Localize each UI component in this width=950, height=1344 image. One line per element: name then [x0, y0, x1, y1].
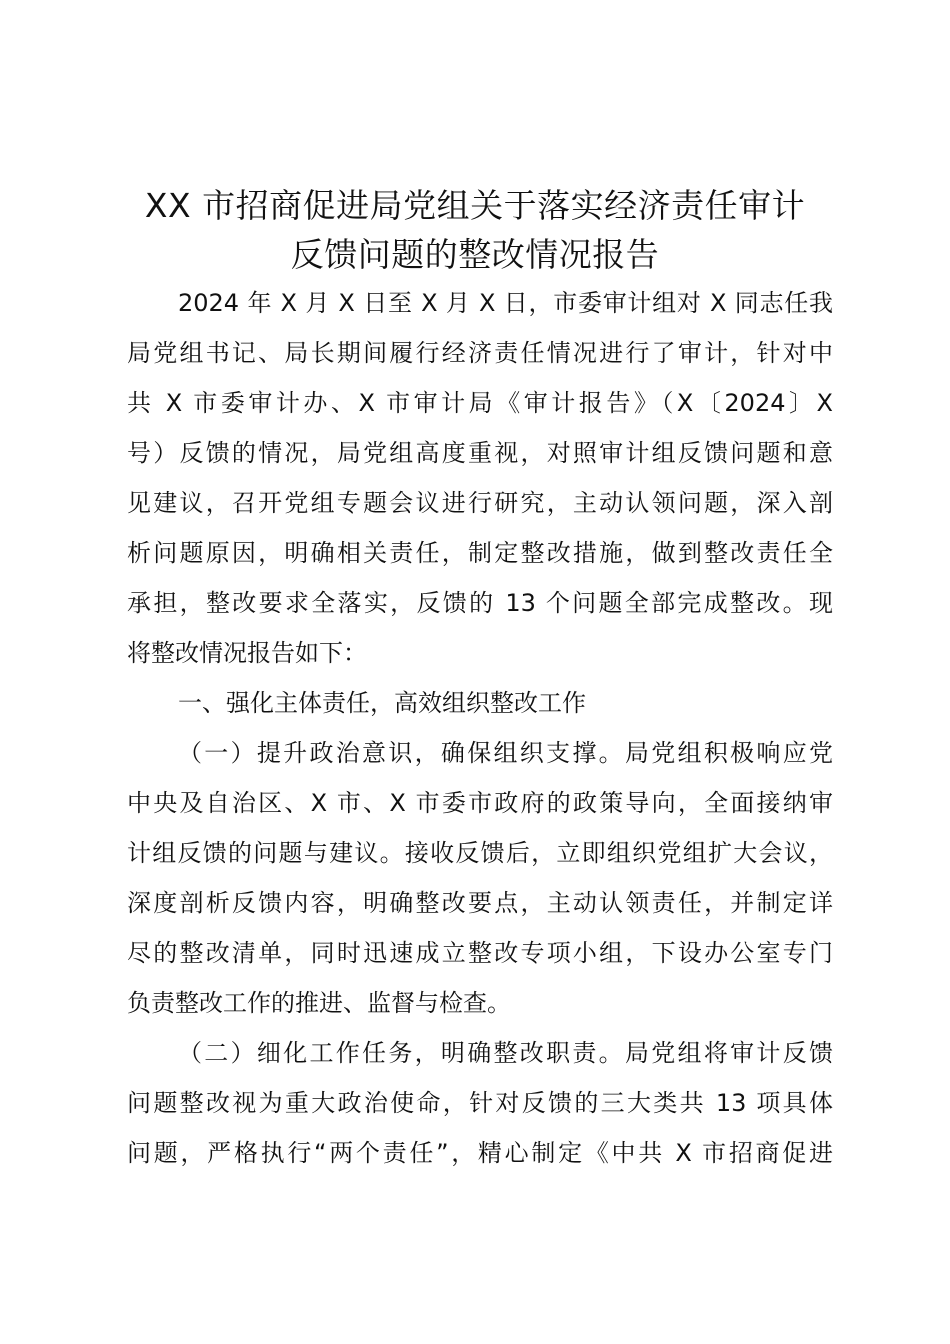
document-title-line-2: 反馈问题的整改情况报告	[290, 235, 660, 274]
paragraph-intro-line-3: 共 X 市委审计办、X 市审计局《审计报告》（X〔2024〕X	[127, 389, 833, 417]
paragraph-intro-line-6: 析问题原因，明确相关责任，制定整改措施，做到整改责任全	[127, 539, 833, 567]
paragraph-2-line-2: 问题整改视为重大政治使命，针对反馈的三大类共 13 项具体	[127, 1089, 833, 1117]
paragraph-2-line-1: （二）细化工作任务，明确整改职责。局党组将审计反馈	[178, 1039, 833, 1067]
section-heading-1: 一、强化主体责任，高效组织整改工作	[178, 689, 586, 717]
paragraph-2-line-3: 问题，严格执行“两个责任”，精心制定《中共 X 市招商促进	[127, 1139, 833, 1167]
paragraph-intro-line-8: 将整改情况报告如下：	[127, 639, 367, 667]
paragraph-1-line-4: 深度剖析反馈内容，明确整改要点，主动认领责任，并制定详	[127, 889, 833, 917]
paragraph-1-line-6: 负责整改工作的推进、监督与检查。	[127, 989, 511, 1017]
paragraph-1-line-3: 计组反馈的问题与建议。接收反馈后，立即组织党组扩大会议，	[127, 839, 833, 867]
paragraph-intro-line-2: 局党组书记、局长期间履行经济责任情况进行了审计，针对中	[127, 339, 833, 367]
paragraph-1-line-1: （一）提升政治意识，确保组织支撑。局党组积极响应党	[178, 739, 833, 767]
paragraph-intro-line-1: 2024 年 X 月 X 日至 X 月 X 日，市委审计组对 X 同志任我	[178, 289, 833, 317]
paragraph-intro-line-4: 号）反馈的情况，局党组高度重视，对照审计组反馈问题和意	[127, 439, 833, 467]
paragraph-1-line-5: 尽的整改清单，同时迅速成立整改专项小组，下设办公室专门	[127, 939, 833, 967]
paragraph-1-line-2: 中央及自治区、X 市、X 市委市政府的政策导向，全面接纳审	[127, 789, 833, 817]
paragraph-intro-line-5: 见建议，召开党组专题会议进行研究，主动认领问题，深入剖	[127, 489, 833, 517]
document-title-line-1: XX 市招商促进局党组关于落实经济责任审计	[144, 186, 806, 225]
paragraph-intro-line-7: 承担，整改要求全落实，反馈的 13 个问题全部完成整改。现	[127, 589, 833, 617]
